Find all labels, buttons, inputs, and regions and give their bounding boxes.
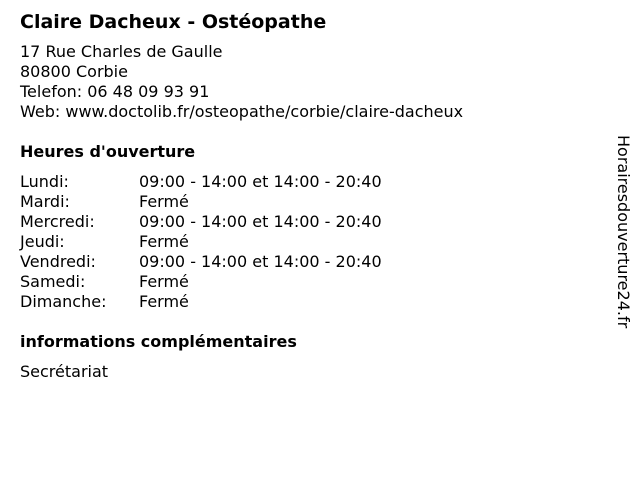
hours-row-dimanche [20,292,600,312]
day-hours: Fermé [139,272,189,291]
day-label: Lundi: [20,172,69,191]
day-hours: 09:00 - 14:00 et 14:00 - 20:40 [139,172,382,191]
hours-row-jeudi [20,232,600,252]
day-label: Mercredi: [20,212,95,231]
day-label: Dimanche: [20,292,107,311]
day-label: Samedi: [20,272,86,291]
day-label: Vendredi: [20,252,96,271]
phone-number[interactable]: Telefon: 06 48 09 93 91 [20,82,210,101]
street-address: 17 Rue Charles de Gaulle [20,42,223,61]
additional-info-heading: informations complémentaires [20,332,297,351]
website-link[interactable]: Web: www.doctolib.fr/osteopathe/corbie/claire-dacheux [20,102,464,121]
site-watermark: Horairesdouverture24.fr [614,135,633,329]
city-address: 80800 Corbie [20,62,128,81]
opening-hours-heading: Heures d'ouverture [20,142,196,161]
day-hours: Fermé [139,292,189,311]
day-hours: 09:00 - 14:00 et 14:00 - 20:40 [139,252,382,271]
day-label: Jeudi: [20,232,65,251]
day-label: Mardi: [20,192,70,211]
hours-row-vendredi [20,252,600,272]
hours-row-samedi [20,272,600,292]
hours-row-lundi [20,172,600,192]
business-name: Claire Dacheux - Ostéopathe [20,11,327,33]
hours-row-mercredi [20,212,600,232]
hours-row-mardi [20,192,600,212]
day-hours: Fermé [139,192,189,211]
additional-info-text: Secrétariat [20,362,109,381]
business-card [20,10,600,382]
day-hours: 09:00 - 14:00 et 14:00 - 20:40 [139,212,382,231]
opening-hours-list [20,172,600,312]
day-hours: Fermé [139,232,189,251]
